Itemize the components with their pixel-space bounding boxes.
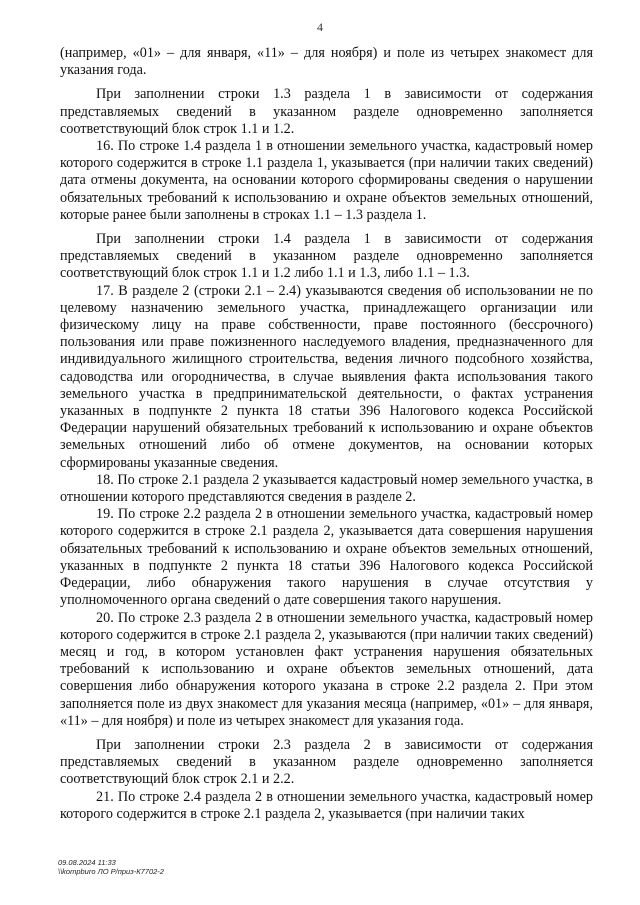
paragraph-item-17: 17. В разделе 2 (строки 2.1 – 2.4) указываются сведения об использовании не по целевому назначению земельного участка, принадлежащего организации или физическому лицу на праве собственности, праве постоянного (бессрочного) пользования или праве пожизненного наследуемого владения, предназначенного для индивидуального жилищного строительства, ведения личного подсобного хозяйства, садоводства или огородничества, в случае выявления факта использования такого земельного участка в предпринимательской деятельности, о фактах устранения указанных в подпункте 2 пункта 18 статьи 396 Налогового кодекса Российской Федерации нарушений обязательных требований к использованию и охране объектов земельных отношений либо об отмене документов, на основании которых сформированы указанные сведения. — [60, 282, 593, 471]
paragraph: При заполнении строки 1.3 раздела 1 в зависимости от содержания представляемых сведений в указанном разделе одновременно заполняется соответствующий блок строк 1.1 и 1.2. — [60, 86, 593, 137]
paragraph: При заполнении строки 2.3 раздела 2 в зависимости от содержания представляемых сведений в указанном разделе одновременно заполняется соответствующий блок строк 2.1 и 2.2. — [60, 736, 593, 788]
paragraph-continuation: (например, «01» – для января, «11» – для ноября) и поле из четырех знакомест для указания года. — [60, 45, 593, 79]
footer-date: 09.08.2024 11:33 — [58, 858, 116, 867]
paragraph-item-16: 16. По строке 1.4 раздела 1 в отношении земельного участка, кадастровый номер которого содержится в строке 1.1 раздела 1, указывается (при наличии таких сведений) дата отмены документа, на основании которого сформированы сведения о нарушении обязательных требований к использованию и охране объектов земельных отношений, которые ранее были заполнены в строках 1.1 – 1.3 раздела 1. — [60, 138, 593, 223]
paragraph-item-19: 19. По строке 2.2 раздела 2 в отношении земельного участка, кадастровый номер которого содержится в строке 2.1 раздела 2, указывается дата совершения нарушения обязательных требований к использованию и охране объектов земельных отношений, указанных в подпункте 2 пункта 18 статьи 396 Налогового кодекса Российской Федерации, либо обнаружения такого нарушения в случае отсутствия у уполномоченного органа сведений о дате совершения такого нарушения. — [60, 506, 593, 609]
paragraph: При заполнении строки 1.4 раздела 1 в зависимости от содержания представляемых сведений в указанном разделе одновременно заполняется соответствующий блок строк 1.1 и 1.2 либо 1.1 и 1.3, либо 1.1 – 1.3. — [60, 231, 593, 282]
page-number: 4 — [317, 20, 323, 34]
footer-stamp — [58, 858, 164, 876]
paragraph-item-20: 20. По строке 2.3 раздела 2 в отношении земельного участка, кадастровый номер которого содержится в строке 2.1 раздела 2, указываются (при наличии таких сведений) месяц и год, в котором установлен факт устранения нарушения обязательных требований к использованию и охране объектов земельных отношений, дата совершения либо обнаружения которого указана в строке 2.2 раздела 2. При этом заполняется поле из двух знакомест для указания месяца (например, «01» – для января, «11» – для ноября) и поле из четырех знакомест для указания года. — [60, 609, 593, 729]
paragraph-item-21: 21. По строке 2.4 раздела 2 в отношении земельного участка, кадастровый номер которого содержится в строке 2.1 раздела 2, указывается (при наличии таких — [60, 788, 593, 822]
footer-path: \\kompburo ЛО Р/приз-К7702-2 — [58, 867, 164, 876]
paragraph-item-18: 18. По строке 2.1 раздела 2 указывается кадастровый номер земельного участка, в отношении которого представляются сведения в разделе 2. — [60, 471, 593, 506]
document-body — [60, 45, 593, 823]
